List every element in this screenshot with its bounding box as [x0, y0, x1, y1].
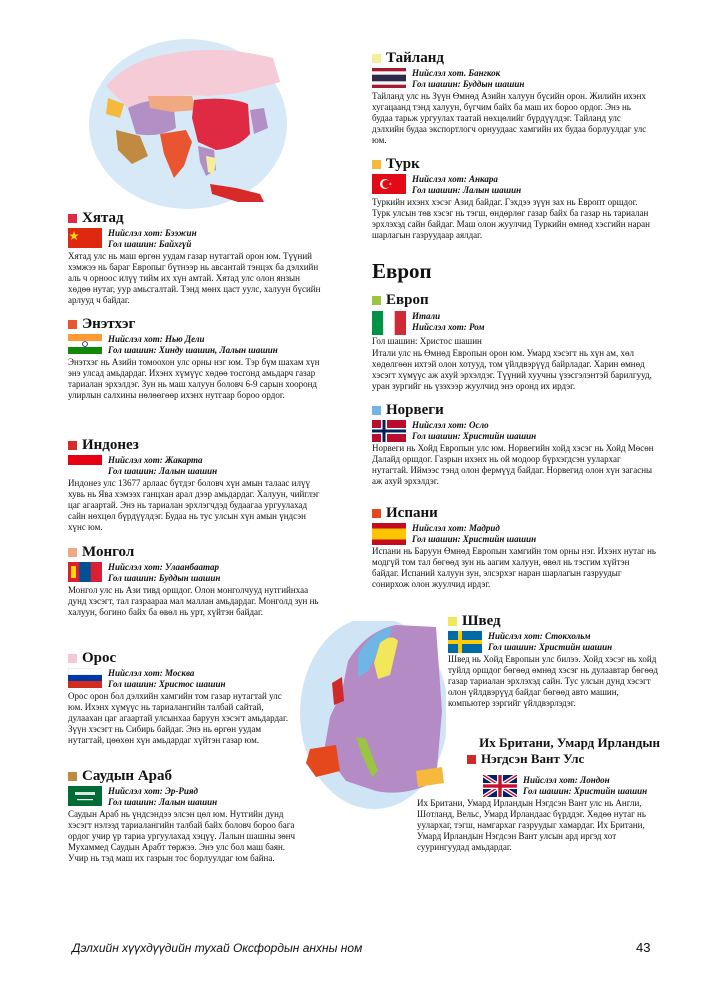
religion: Гол шашин: Лалын шашин: [108, 466, 218, 476]
religion: Гол шашин: Христийн шашин: [488, 642, 613, 652]
description: Швед нь Хойд Европын улс билээ. Хойд хэсэг нь хойд туйлд оршдог бөгөөд өмнөд хэсэг нь дулаавтар бөгөөд газар тариалан эрхлэхэд сайн. Тус улсын дунд хэсэгт олон үйлдвэрүүд байдаг бөгөөд авто машин, компьютер зэргийг үйлдвэрлэдэг.: [448, 654, 658, 708]
asia-map: [88, 38, 288, 210]
country-name-line1: Их Британи, Умард Ирландын: [479, 735, 660, 750]
color-key: [68, 214, 77, 223]
capital: Нийслэл хот: Лондон: [523, 775, 610, 785]
country-norway: [372, 402, 657, 487]
religion: Гол шашин: Буддын шашин: [108, 573, 221, 583]
country-united-kingdom: [415, 735, 660, 853]
mongolia-flag-icon: [68, 562, 102, 582]
description: Монгол улс нь Ази тивд оршдог. Олон монголчууд нутгийнхаа дунд хэсэгт, тал газраараа мал маллан амьдардаг. Монголд зун нь халуун, богино байх ба өвөл нь урт, хүйтэн байдаг.: [68, 585, 319, 617]
spain-flag-icon: [372, 523, 406, 545]
description: Итали улс нь Өмнөд Европын орон юм. Умард хэсэгт нь хүн ам, хөл хөдөлгөөн ихтэй олон хотууд, том үйлдвэрүүд байрладаг. Харин өмнөд хэсэгт хүмүүс аж ахуй эрхэлдэг. Түүний хуучны үзэсгэлэнтэй барилгууд, уран зургийг нь үзэхээр жуулчид энэ оронд их ирдэг.: [372, 348, 652, 391]
footer-book-title: Дэлхийн хүүхдүүдийн тухай Оксфордын анхны ном: [72, 941, 363, 955]
capital: Нийслэл хот: Улаанбаатар: [108, 562, 219, 572]
color-key: [68, 320, 77, 329]
capital: Нийслэл хот: Осло: [412, 420, 489, 430]
country-name: Турк: [386, 156, 420, 172]
color-key: [68, 772, 77, 781]
color-key: [372, 54, 381, 63]
religion: Гол шашин: Христийн шашин: [412, 431, 537, 441]
italy-flag-icon: [372, 311, 406, 335]
capital: Нийслэл хот: Анкара: [412, 174, 498, 184]
norway-flag-icon: [372, 420, 406, 442]
capital: Нийслэл хот. Бангкок: [412, 68, 501, 78]
country-name: Хятад: [82, 210, 124, 226]
description: Индонез улс 13677 арлаас бүтдэг боловч хүн амын талаас илүү хувь нь Ява хэмээх ганцхан арал дээр амьдардаг. Халуун, чийглэг цаг агаартай. Энэ нь тариалан эрхлэгчдэд будаагаа ургуулахад сайн нөхцөл бүрдүүлдэг. Будаа нь тус улсын хүн амын үндсэн хүнс юм.: [68, 478, 320, 532]
russia-flag-icon: [68, 668, 102, 688]
country-name: Индонез: [82, 437, 139, 453]
country-name: Монгол: [82, 544, 135, 560]
religion: Гол шашин: Христос шашин: [108, 679, 226, 689]
country-sweden: [448, 613, 658, 709]
color-key: [448, 617, 457, 626]
color-key: [68, 654, 77, 663]
religion: Гол шашин: Буддын шашин: [412, 79, 525, 89]
description: Их Британи, Умард Ирландын Нэгдсэн Вант улс нь Англи, Шотланд, Вельс, Умард Ирландаас бүрддэг. Хөдөө нутаг нь уулархаг, тэгш, намгархаг газруудыг хамардаг. Их Британи, Умард Ирландын Нэгдсэн Вант улсын ард иргэд хот суурингуудад амьдардаг.: [417, 798, 646, 852]
country-india: [68, 316, 323, 401]
religion: Гол шашин: Христийн шашин: [523, 786, 648, 796]
india-flag-icon: [68, 334, 102, 354]
country-name: Тайланд: [386, 50, 444, 66]
capital: Нийслэл хот: Эр-Рияд: [108, 786, 198, 796]
description: Энэтхэг нь Азийн томоохон улс орны нэг юм. Тэр бүм шахам хүн энэ улсад амьдардаг. Ихэнх хүмүүс хөдөө тосгонд амьдарч газар тариалан эрхэлдэг. Зун нь маш халуун боловч 6-9 сарын хооронд улирлын салхины нөлөөгөөр ихэнх нутгаар бороо ордог.: [68, 357, 320, 400]
color-key: [68, 441, 77, 450]
country-name: Орос: [82, 650, 117, 666]
capital-city: Нийслэл хот: Ром: [412, 322, 485, 332]
religion: Гол шашин: Христийн шашин: [412, 534, 537, 544]
uk-flag-icon: [483, 775, 517, 797]
capital: Нийслэл хот: Москва: [108, 668, 195, 678]
country-name: Саудын Араб: [82, 768, 172, 784]
color-key: [372, 406, 381, 415]
saudi-arabia-flag-icon: [68, 786, 102, 806]
country-spain: [372, 505, 657, 590]
religion: Гол шашин: Хинду шашин, Лалын шашин: [108, 345, 278, 355]
capital: Нийслэл хот: Мадрид: [412, 523, 500, 533]
country-name: Энэтхэг: [82, 316, 136, 332]
country-saudi-arabia: [68, 768, 296, 864]
description: Испани нь Баруун Өмнөд Европын хамгийн том орны нэг. Ихэнх нутаг нь модгүй том тал бөгөөд зун нь аагим халуун, өвөл нь тэсгим хүйтэн байдаг. Испаний халуун зун, элсэрхэг наран шарлагын газруудыг сонирхож олон жуулчид ирдэг.: [372, 546, 657, 589]
country-name: Норвеги: [386, 402, 444, 418]
capital: Нийслэл хот: Жакарта: [108, 455, 203, 465]
country-name-line2: Нэгдсэн Вант Улс: [481, 751, 585, 766]
religion: Гол шашин: Лалын шашин: [412, 185, 522, 195]
description: Тайланд улс нь Зүүн Өмнөд Азийн халуун бүсийн орон. Жилийн ихэнх хугацаанд тэнд халуун, бүгчим байх ба маш их бороо ордог. Энэ нь будаа тарьж ургуулах таатай нөхцөлийг бүрдүүлдэг. Тайланд улс дэлхийн будаа экспортлогч орнуудаас хамгийн их будаа борлуулдаг улс юм.: [372, 91, 647, 145]
section-heading-europe: Европ: [372, 259, 432, 283]
thailand-flag-icon: [372, 68, 406, 88]
turkey-flag-icon: [372, 174, 406, 194]
color-key: [68, 548, 77, 557]
description: Туркийн ихэнх хэсэг Азид байдаг. Гэхдээ зүүн зах нь Европт оршдог. Турк улсын төв хэсэг нь тэгш, өндөрлөг газар байх ба газар нь тариалан эрхлэхэд сайн байдаг. Маш олон жуулчид Туркийн өмнөд хэсгийн наран шарлагын газруудаар аялдаг.: [372, 197, 650, 240]
capital: Нийслэл хот: Нью Дели: [108, 334, 205, 344]
sweden-flag-icon: [448, 631, 482, 653]
description: Орос орон бол дэлхийн хамгийн том газар нутагтай улс юм. Ихэнх хүмүүс нь тариалангийн талбай сайтай, дулаахан цаг агаартай улсынхаа баруун хэсэгт амьдардаг. Зүүн хэсэгт нь Сибирь байдаг. Энэ нь өргөн уудам нутагтай, цөөхөн хүн амьдардаг хүйтэн газар юм.: [68, 691, 288, 745]
capital: Итали: [412, 311, 441, 321]
country-indonesia: [68, 437, 323, 533]
country-mongolia: [68, 544, 323, 618]
color-key: [372, 509, 381, 518]
country-italy: [372, 292, 657, 392]
indonesia-flag-icon: [68, 455, 102, 475]
description: Норвеги нь Хойд Европын улс юм. Норвегийн хойд хэсэг нь Хойд Мөсөн Далайд оршдог. Газрын ихэнх нь ой модоор бүрхэгдсэн уулархаг нутагтай. Иймээс тэнд олон фермүүд байдаг. Норвегид олон хүн загасны аж ахуй эрхэлдэг.: [372, 443, 654, 486]
description: Хятад улс нь маш өргөн уудам газар нутагтай орон юм. Түүний хэмжээ нь бараг Европыг бүтнээр нь авсантай тэнцэх ба дэлхийн аль ч орноос илүү тийм их хүн амтай. Хятад улс олон янзын хөдөө нутаг, уур амьсгалтай. Тэнд мөнх цаст уулс, халуун бүсийн арлууд ч байдаг.: [68, 251, 321, 305]
religion: Гол шашин: Христос шашин: [372, 336, 482, 346]
country-china: [68, 210, 323, 306]
color-key: [372, 296, 381, 305]
capital: Нийслэл хот: Стокхольм: [488, 631, 591, 641]
religion: Гол шашин: Лалын шашин: [108, 797, 218, 807]
description: Саудын Араб нь үндсэндээ элсэн цөл юм. Нутгийн дунд хэсэгт нэлээд тариалангийн талбай байх боловч бороо бага ордог учир үр тариа ургуулахад хэцүү. Лалын шашны зөнч Мухаммед Саудын Арабт төржээ. Энэ улс бол маш баян. Учир нь тэд маш их газрын тос борлуулдаг юм байна.: [68, 809, 296, 863]
color-key: [372, 160, 381, 169]
religion: Гол шашин: Байхгүй: [108, 239, 192, 249]
country-name: Швед: [462, 613, 501, 629]
capital: Нийслэл хот: Бээжин: [108, 228, 197, 238]
page-number: 43: [636, 940, 651, 955]
country-russia: [68, 650, 293, 746]
country-name: Европ: [386, 292, 429, 308]
country-name: Испани: [386, 505, 438, 521]
china-flag-icon: [68, 228, 102, 248]
country-turkey: [372, 156, 652, 241]
color-key: [467, 755, 476, 764]
country-thailand: [372, 50, 652, 146]
